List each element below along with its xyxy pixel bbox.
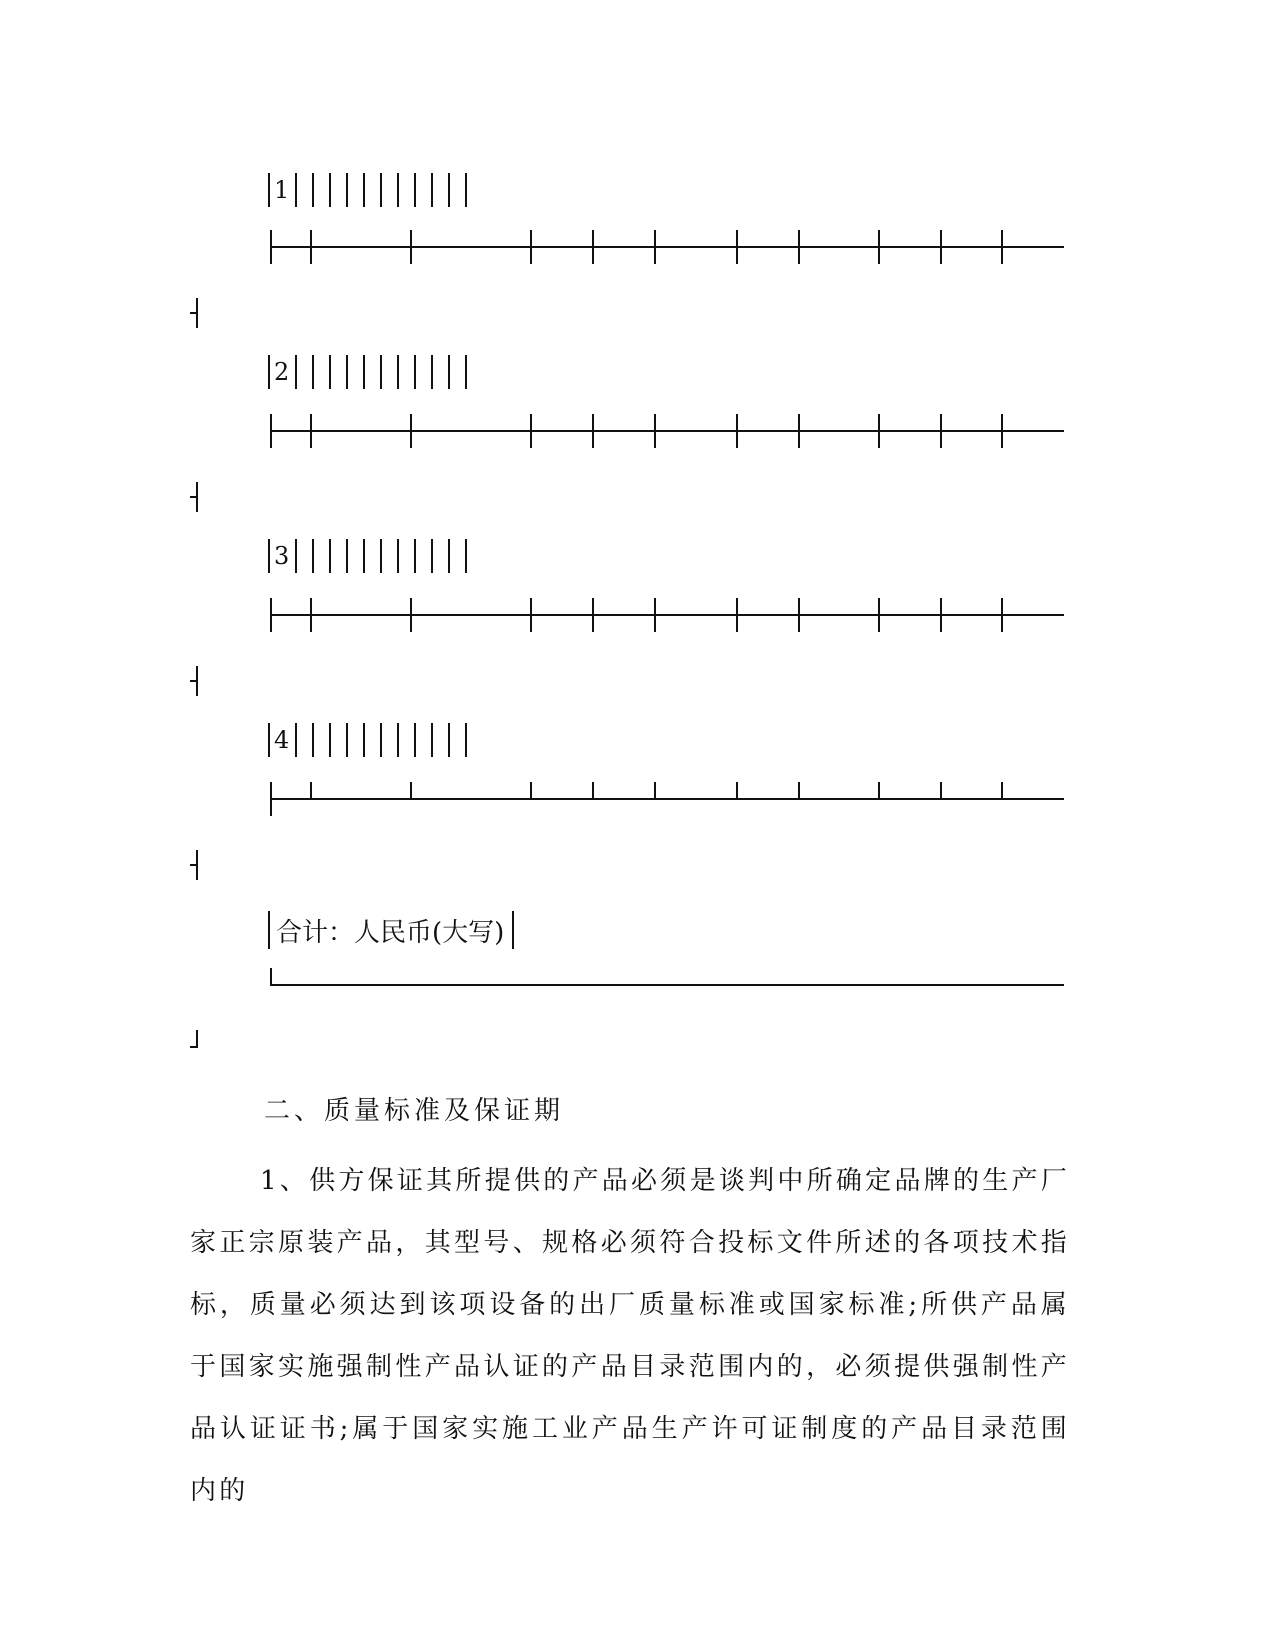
cell-border (414, 173, 416, 207)
cell-border (312, 539, 314, 573)
cell-border (312, 173, 314, 207)
row-number: 2 (274, 358, 290, 386)
cell-border (312, 723, 314, 757)
cell-border (397, 173, 399, 207)
table-row (268, 352, 482, 392)
cell-border (346, 539, 348, 573)
table-row (268, 536, 482, 576)
row-corner (190, 666, 204, 696)
row-corner (190, 482, 204, 512)
cell-border (363, 173, 365, 207)
cell-border (268, 173, 270, 207)
cell-border (380, 173, 382, 207)
table-row (268, 170, 482, 210)
cell-border (448, 355, 450, 389)
cell-border (346, 173, 348, 207)
row-number: 1 (274, 176, 290, 204)
total-row (268, 908, 514, 952)
cell-border (414, 355, 416, 389)
cell-border (414, 723, 416, 757)
cell-border (448, 539, 450, 573)
cell-border (465, 539, 467, 573)
cell-border (465, 355, 467, 389)
cell-border (268, 539, 270, 573)
cell-border (431, 723, 433, 757)
row-number: 3 (274, 542, 290, 570)
cell-border (295, 723, 297, 757)
row-corner (190, 298, 204, 328)
cell-border (380, 355, 382, 389)
cell-border (397, 355, 399, 389)
cell-border (329, 723, 331, 757)
cell-border (363, 539, 365, 573)
total-label: 合计：人民币(大写) (276, 917, 505, 948)
row-number: 4 (274, 726, 290, 754)
cell-border (295, 539, 297, 573)
cell-border (346, 355, 348, 389)
row-separator (270, 246, 1064, 248)
cell-border (268, 355, 270, 389)
cell-border (431, 539, 433, 573)
cell-border (312, 355, 314, 389)
cell-border (329, 173, 331, 207)
cell-border (363, 355, 365, 389)
table-bottom-border (270, 984, 1064, 986)
cell-border (295, 173, 297, 207)
table-row (268, 720, 482, 760)
cell-border (295, 355, 297, 389)
cell-border (380, 723, 382, 757)
cell-border (448, 173, 450, 207)
cell-border (329, 539, 331, 573)
cell-border (448, 723, 450, 757)
cell-border (346, 723, 348, 757)
row-corner (190, 850, 204, 880)
cell-border (329, 355, 331, 389)
cell-border (431, 355, 433, 389)
cell-border (268, 911, 270, 949)
cell-border (268, 723, 270, 757)
cell-border (512, 911, 514, 949)
cell-border (431, 173, 433, 207)
row-separator (270, 798, 1064, 800)
section-heading: 二、质量标准及保证期 (264, 1096, 565, 1126)
cell-border (397, 723, 399, 757)
cell-border (363, 723, 365, 757)
table-end-corner (190, 1030, 204, 1060)
row-separator (270, 430, 1064, 432)
body-paragraph: 1、供方保证其所提供的产品必须是谈判中所确定品牌的生产厂家正宗原装产品，其型号、规格必须符合投标文件所述的各项技术指标，质量必须达到该项设备的出厂质量标准或国家标准;所供产品属于国家实施强制性产品认证的产品目录范围内的，必须提供强制性产品认证证书;属于国家实施工业产品生产许可证制度的产品目录范围内的 (190, 1166, 1070, 1506)
cell-border (380, 539, 382, 573)
cell-border (414, 539, 416, 573)
cell-border (397, 539, 399, 573)
cell-border (465, 723, 467, 757)
cell-border (465, 173, 467, 207)
row-separator (270, 614, 1064, 616)
